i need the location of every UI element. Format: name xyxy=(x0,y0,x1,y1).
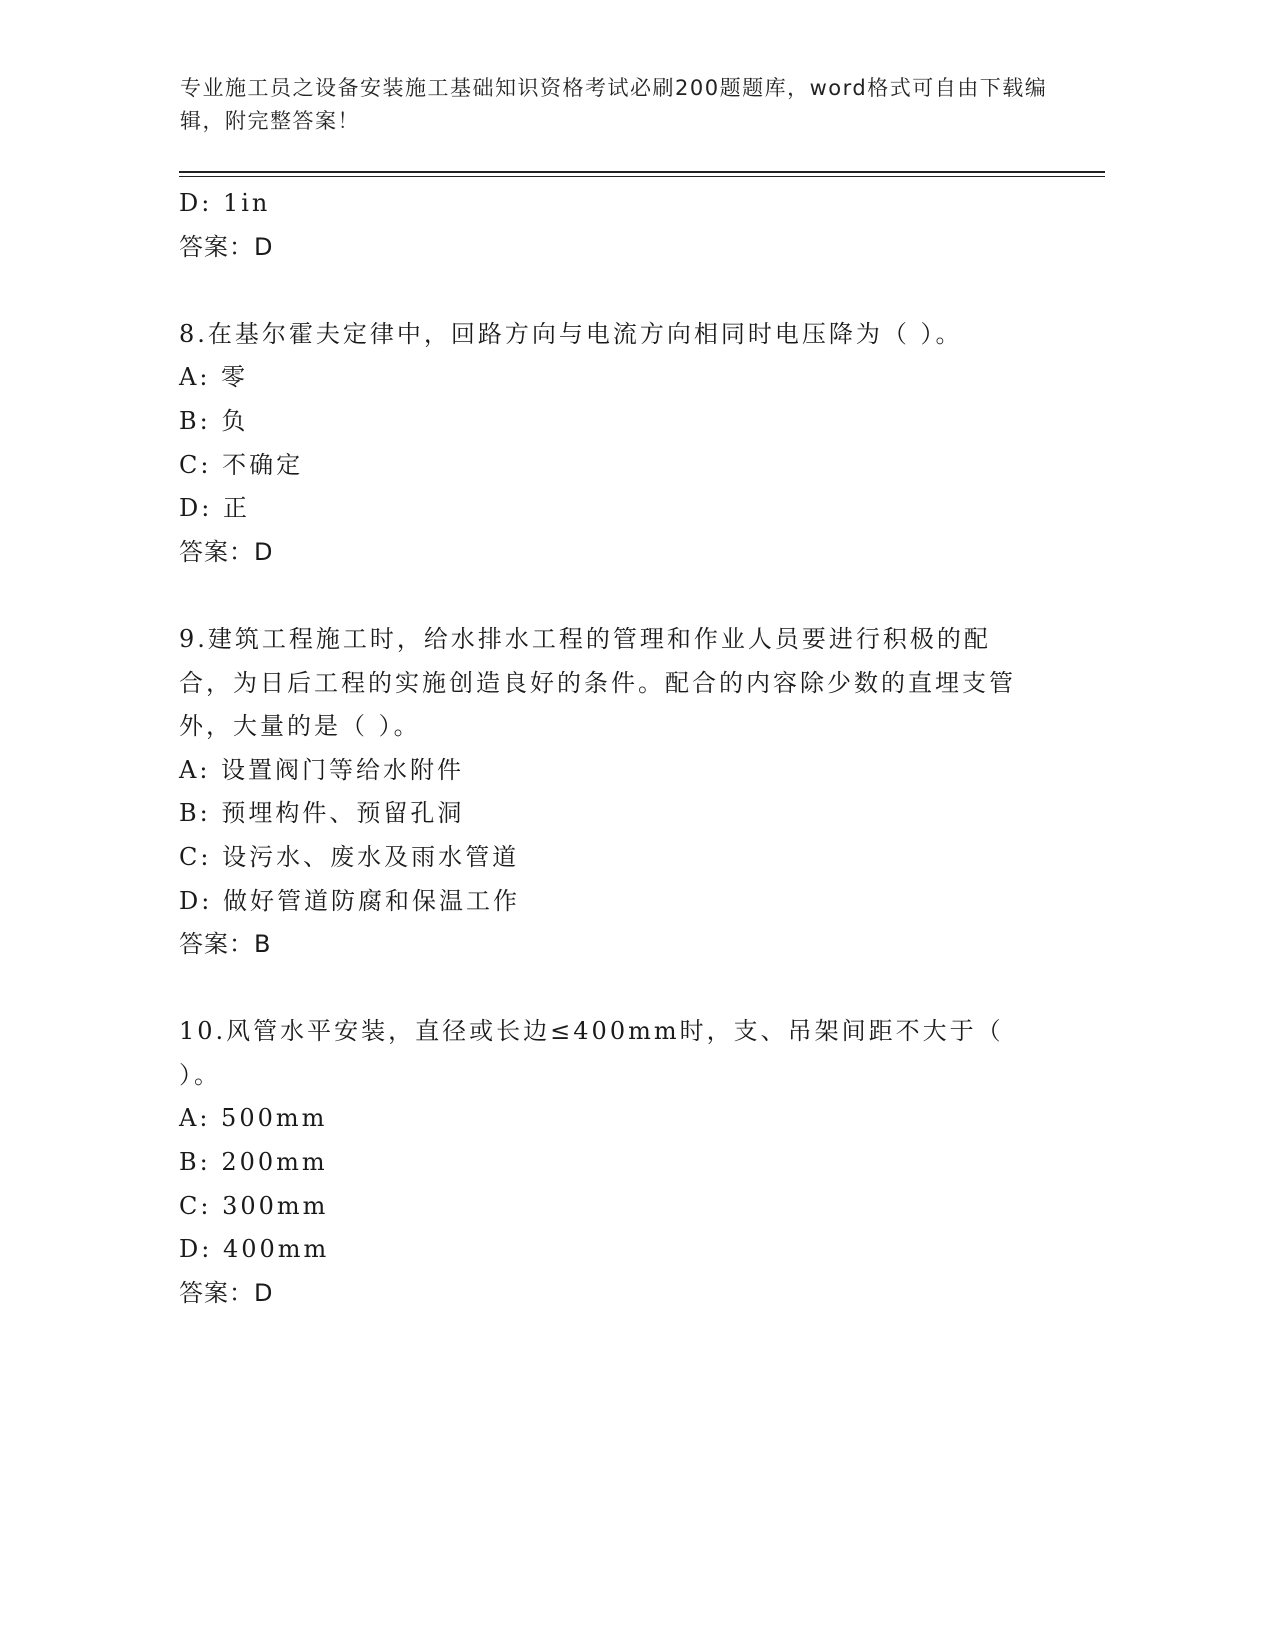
option-c: C: 300mm xyxy=(179,1191,329,1220)
option-d: D: 正 xyxy=(179,494,250,523)
question-block-10 xyxy=(179,1010,1039,1315)
option-b: B: 负 xyxy=(179,406,249,435)
option-a: A: 设置阀门等给水附件 xyxy=(179,755,465,784)
question-block-prev xyxy=(179,182,1039,269)
question-text: 10.风管水平安装，直径或长边≤400mm时，支、吊架间距不大于（ ）。 xyxy=(179,1017,1004,1089)
option-d: D: 1in xyxy=(179,189,271,217)
header-rule-thick xyxy=(179,171,1105,173)
option-d: D: 400mm xyxy=(179,1235,330,1264)
question-list xyxy=(179,182,1039,1315)
option-c: C: 设污水、废水及雨水管道 xyxy=(179,842,520,871)
question-block-9 xyxy=(179,618,1039,967)
option-b: B: 200mm xyxy=(179,1148,328,1177)
header-rule-thin xyxy=(179,176,1105,177)
answer-line: 答案：B xyxy=(179,930,272,959)
question-text: 9.建筑工程施工时，给水排水工程的管理和作业人员要进行积极的配合，为日后工程的实施创造良好的条件。配合的内容除少数的直埋支管外，大量的是（ ）。 xyxy=(179,624,1016,741)
option-a: A: 500mm xyxy=(179,1104,328,1133)
option-c: C: 不确定 xyxy=(179,450,304,479)
question-block-8 xyxy=(179,313,1039,575)
option-d: D: 做好管道防腐和保温工作 xyxy=(179,886,520,915)
option-b: B: 预埋构件、预留孔洞 xyxy=(179,799,465,828)
answer-line: 答案：D xyxy=(179,537,274,566)
document-header: 专业施工员之设备安装施工基础知识资格考试必刷200题题库，word格式可自由下载编辑，附完整答案！ xyxy=(180,76,1048,133)
option-a: A: 零 xyxy=(179,363,249,392)
answer-line: 答案：D xyxy=(179,1278,274,1307)
question-text: 8.在基尔霍夫定律中，回路方向与电流方向相同时电压降为（ ）。 xyxy=(179,319,963,348)
answer-line: 答案：D xyxy=(179,232,274,261)
